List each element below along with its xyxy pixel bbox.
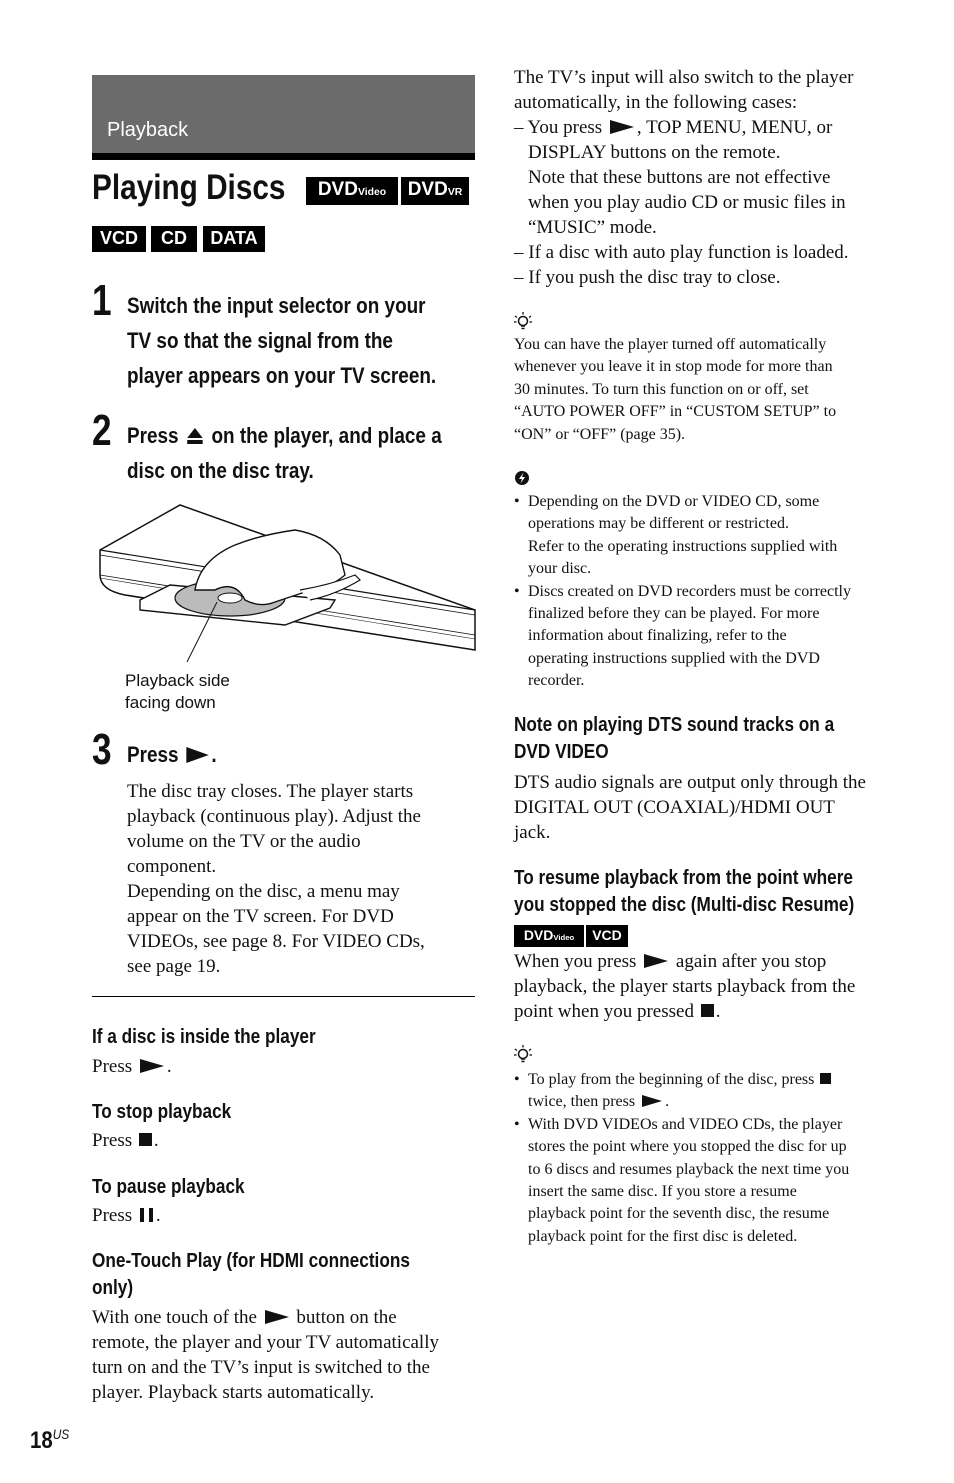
one-touch-line: [92, 1305, 439, 1330]
note-item: [514, 581, 851, 693]
intro-line: – If you push the disc tray to close.: [514, 267, 781, 288]
resume-heading: [514, 865, 854, 919]
intro-text: , TOP MENU, MENU, or: [636, 117, 833, 138]
press-label: Press: [92, 1205, 133, 1226]
dvd-video-badge: [515, 926, 583, 946]
step-2-rest: on the player, and place a: [211, 423, 442, 448]
step-3-press: Press: [127, 742, 179, 767]
hint-1-text: [514, 334, 836, 446]
step-3-body-line: appear on the TV screen. For DVD: [127, 906, 394, 927]
intro-line: when you play audio CD or music files in: [528, 192, 846, 213]
resume-line: point when you pressed .: [514, 1001, 721, 1022]
note-line: operations may be different or restricted.: [528, 515, 789, 533]
stop-icon: [701, 1004, 714, 1017]
pause-playback-text: Press .: [92, 1205, 161, 1226]
resume-line: playback, the player starts playback from the: [514, 976, 856, 997]
one-touch-text: With one touch of the: [92, 1307, 257, 1328]
badge-subtext: VR: [447, 187, 463, 198]
step-3-body-line: The disc tray closes. The player starts: [127, 781, 414, 802]
bullet: •: [514, 493, 520, 510]
dts-heading-line: DVD VIDEO: [514, 741, 609, 763]
note-line: Refer to the operating instructions supplied with: [528, 537, 838, 555]
bullet: •: [514, 582, 520, 600]
play-icon: [186, 747, 208, 763]
hint-line: playback point for the first disc is deleted.: [528, 1227, 798, 1245]
intro-line: “MUSIC” mode.: [528, 217, 657, 238]
hint-line: “AUTO POWER OFF” in “CUSTOM SETUP” to: [514, 403, 837, 421]
note-line: information about finalizing, refer to the: [528, 627, 787, 645]
badge-text: DVD: [523, 927, 554, 943]
note-item: [514, 491, 851, 581]
note-line: finalized before they can be played. For more: [528, 605, 820, 623]
hint-line: twice, then press .: [528, 1093, 670, 1111]
tv-input-intro: [514, 65, 854, 290]
badge-subtext: Video: [553, 933, 575, 942]
intro-line: The TV’s input will also switch to the player: [514, 67, 854, 88]
one-touch-line: player. Playback starts automatically.: [92, 1382, 375, 1403]
badge-text: DVD: [407, 179, 448, 200]
press-label: Press: [92, 1056, 133, 1077]
step-3-body-line: Depending on the disc, a menu may: [127, 881, 400, 902]
intro-line: – If a disc with auto play function is loaded.: [514, 242, 849, 263]
note-line: your disc.: [528, 560, 592, 578]
note-icon: [514, 470, 530, 486]
resume-text: When you press: [514, 951, 637, 972]
resume-text: again after you stop: [675, 951, 827, 972]
intro-dash-line: [514, 115, 854, 140]
step-1-line: player appears on your TV screen.: [127, 363, 437, 388]
step-3-body-line: volume on the TV or the audio: [127, 831, 361, 852]
stop-icon: [820, 1073, 831, 1084]
vcd-badge: VCD: [93, 227, 145, 251]
resume-heading-line: you stopped the disc (Multi-disc Resume): [514, 894, 855, 916]
dts-line: DTS audio signals are output only through the: [514, 772, 866, 793]
stop-icon: [139, 1133, 152, 1146]
hint-lightbulb-icon: [514, 1045, 532, 1065]
dts-line: DIGITAL OUT (COAXIAL)/HDMI OUT: [514, 797, 835, 818]
notes-list: [514, 491, 851, 693]
step-2-line: disc on the disc tray.: [127, 458, 314, 483]
note-line: Depending on the DVD or VIDEO CD, some: [528, 493, 820, 510]
hint-text: twice, then press: [528, 1093, 636, 1111]
hint-line: You can have the player turned off automatically: [514, 336, 827, 353]
step-3-body: [127, 779, 425, 979]
stop-playback-text: Press .: [92, 1130, 159, 1151]
step-3-body-line: component.: [127, 856, 217, 877]
hint-lightbulb-icon: [514, 312, 532, 332]
intro-line: Note that these buttons are not effective: [528, 167, 831, 188]
step-2-press: Press: [127, 423, 179, 448]
step-3-body-line: playback (continuous play). Adjust the: [127, 806, 421, 827]
illustration-label-line: Playback side: [125, 671, 230, 690]
illustration-label-line: facing down: [125, 693, 216, 712]
page-number: [30, 1426, 69, 1455]
bullet: •: [514, 1071, 520, 1088]
section-divider: [92, 996, 475, 997]
resume-body: [514, 949, 855, 1024]
hint-line: playback point for the seventh disc, the resume: [528, 1205, 830, 1223]
resume-text: point when you pressed: [514, 1001, 694, 1022]
vcd-badge: VCD: [587, 926, 627, 946]
intro-text: – You press: [514, 117, 603, 138]
hint-line: 30 minutes. To turn this function on or off, set: [514, 380, 809, 398]
inside-player-heading: If a disc is inside the player: [92, 1026, 316, 1048]
section-banner: [92, 75, 475, 160]
one-touch-heading: [92, 1248, 410, 1302]
play-icon: [644, 954, 668, 968]
hint-line: insert the same disc. If you store a resume: [528, 1183, 797, 1201]
eject-icon: [186, 427, 203, 445]
dvd-video-badge: [307, 178, 397, 204]
step-1-line: TV so that the signal from the: [127, 328, 393, 353]
play-icon: [140, 1059, 164, 1073]
one-touch-line: turn on and the TV’s input is switched to the: [92, 1357, 430, 1378]
resume-line: [514, 949, 855, 974]
pause-playback-heading: To pause playback: [92, 1176, 245, 1198]
hint-line: [528, 1069, 849, 1091]
disc-tray-illustration: [95, 500, 477, 670]
step-1-number: 1: [92, 276, 112, 325]
hint-2-list: [514, 1069, 849, 1248]
step-3-number: 3: [92, 725, 112, 774]
dts-body: [514, 770, 866, 845]
inside-player-text: Press .: [92, 1056, 172, 1077]
note-line: Discs created on DVD recorders must be correctly: [528, 582, 851, 600]
intro-line: DISPLAY buttons on the remote.: [528, 142, 781, 163]
hint-line: With DVD VIDEOs and VIDEO CDs, the player: [528, 1115, 843, 1133]
note-line: operating instructions supplied with the DVD: [528, 649, 820, 667]
data-badge: DATA: [204, 227, 264, 251]
one-touch-text: button on the: [296, 1307, 397, 1328]
hint-line: whenever you leave it in stop mode for more than: [514, 358, 833, 376]
one-touch-line: remote, the player and your TV automatically: [92, 1332, 439, 1353]
step-2-line: [127, 418, 442, 453]
dts-heading-line: Note on playing DTS sound tracks on a: [514, 714, 835, 736]
page-number-suffix: US: [52, 1426, 70, 1442]
hint-text: To play from the beginning of the disc, press: [528, 1071, 815, 1088]
step-3-body-line: VIDEOs, see page 8. For VIDEO CDs,: [127, 931, 425, 952]
step-1-line: Switch the input selector on your: [127, 293, 426, 318]
hint-item: [514, 1069, 849, 1114]
press-label: Press: [92, 1130, 133, 1151]
note-line: recorder.: [528, 672, 585, 690]
bullet: •: [514, 1115, 520, 1133]
step-1-text: [127, 288, 436, 393]
one-touch-body: [92, 1305, 439, 1405]
play-icon: [642, 1095, 662, 1107]
play-icon: [610, 120, 634, 134]
hint-line: to 6 discs and resumes playback the next time you: [528, 1160, 850, 1178]
page-title: Playing Discs: [92, 168, 286, 207]
pause-icon: [140, 1208, 153, 1222]
step-3-period: .: [211, 742, 217, 767]
badge-text: DVD: [317, 179, 358, 200]
badge-subtext: Video: [357, 187, 387, 198]
cd-badge: CD: [152, 227, 196, 251]
one-touch-heading-line: only): [92, 1277, 134, 1299]
dts-heading: [514, 712, 834, 766]
resume-heading-line: To resume playback from the point where: [514, 867, 853, 889]
one-touch-heading-line: One-Touch Play (for HDMI connections: [92, 1250, 410, 1272]
step-3-heading: [127, 737, 217, 772]
section-banner-label: Playback: [107, 119, 189, 141]
stop-playback-heading: To stop playback: [92, 1101, 232, 1123]
step-2-number: 2: [92, 406, 112, 455]
page-number-value: 18: [30, 1427, 53, 1454]
step-2-text: [127, 418, 442, 488]
illustration-label: [125, 670, 230, 714]
intro-line: automatically, in the following cases:: [514, 92, 798, 113]
hint-line: stores the point where you stopped the disc for up: [528, 1138, 847, 1156]
dts-line: jack.: [514, 822, 551, 843]
dvd-vr-badge: [402, 178, 468, 204]
hint-item: [514, 1114, 849, 1248]
step-3-body-line: see page 19.: [127, 956, 221, 977]
hint-line: “ON” or “OFF” (page 35).: [514, 425, 686, 443]
play-icon: [265, 1310, 289, 1324]
